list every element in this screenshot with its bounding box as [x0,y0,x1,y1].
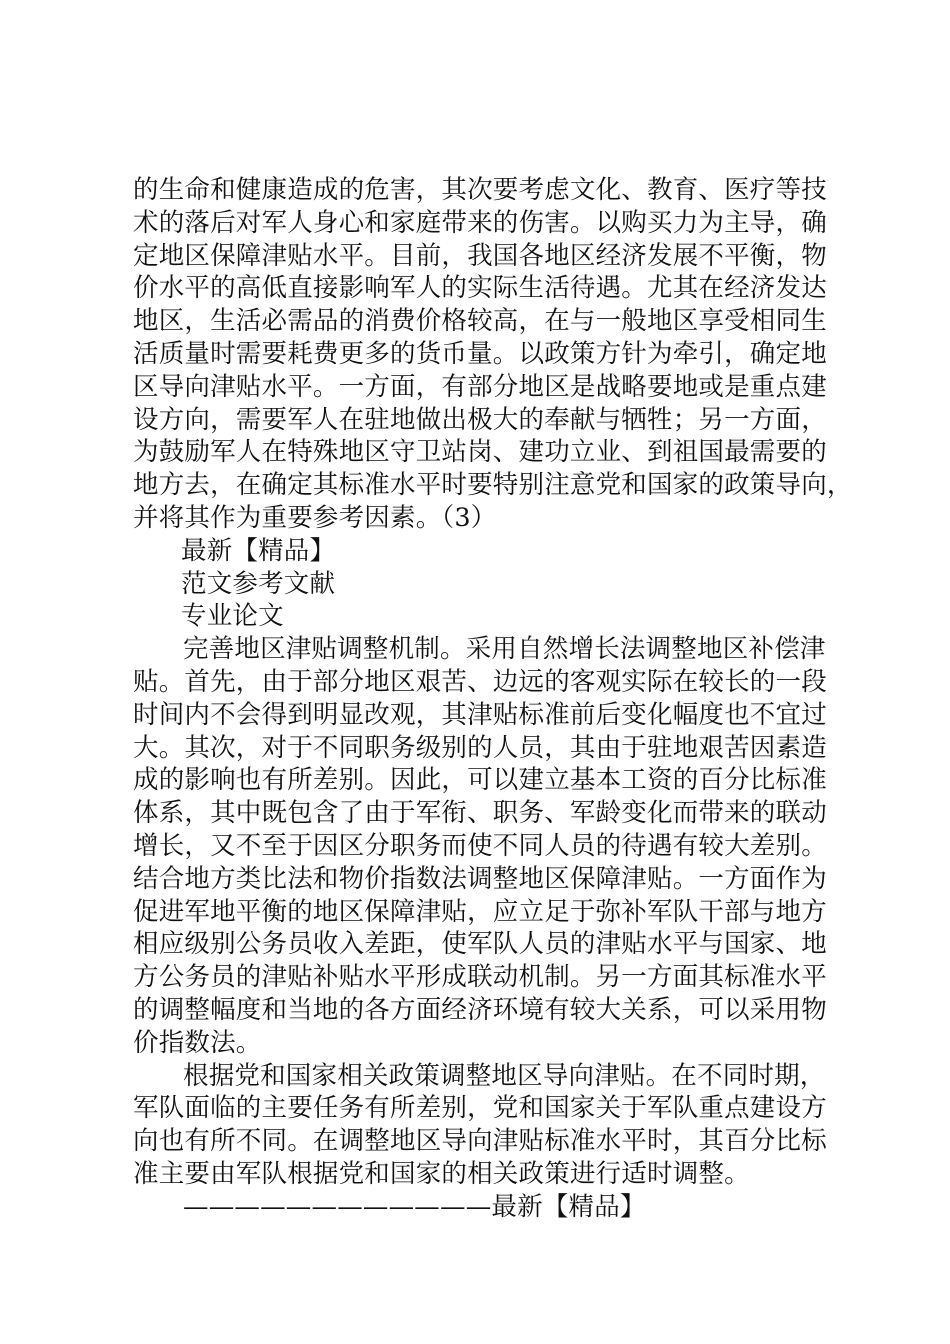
tag-professional-paper: 专业论文 [181,601,284,632]
document-body [133,174,853,1224]
text-line: 术的落后对军人身心和家庭带来的伤害。以购买力为主导，确 [133,207,827,238]
tag-reference-literature: 范文参考文献 [181,568,336,599]
text-line: 相应级别公务员收入差距，使军队人员的津贴水平与国家、地 [133,929,827,960]
text-line: 向也有所不同。在调整地区导向津贴标准水平时，其百分比标 [133,1126,827,1157]
text-line: 的生命和健康造成的危害，其次要考虑文化、教育、医疗等技 [133,175,827,205]
text-line: 地区，生活必需品的消费价格较高，在与一般地区享受相同生 [133,306,827,337]
text-line: 准主要由军队根据党和国家的相关政策进行适时调整。 [133,1158,750,1189]
text-line: 促进军地平衡的地区保障津贴，应立足于弥补军队干部与地方 [133,896,827,927]
text-line: 结合地方类比法和物价指数法调整地区保障津贴。一方面作为 [133,863,827,894]
text-line: 价指数法。 [133,1027,262,1058]
paragraph-allowance-mechanism [133,633,843,1059]
text-line: 活质量时需要耗费更多的货币量。以政策方针为牵引，确定地 [133,338,827,369]
text-line: 贴。首先，由于部分地区艰苦、边远的客观实际在较长的一段 [133,666,827,697]
text-line: 成的影响也有所差别。因此，可以建立基本工资的百分比标准 [133,765,827,796]
tag-latest-boutique: 最新【精品】 [181,535,336,566]
text-line: 设方向，需要军人在驻地做出极大的奉献与牺牲；另一方面， [133,404,827,435]
text-line: 价水平的高低直接影响军人的实际生活待遇。尤其在经济发达 [133,273,827,304]
text-line: 区导向津贴水平。一方面，有部分地区是战略要地或是重点建 [133,371,827,402]
text-line: 大。其次，对于不同职务级别的人员，其由于驻地艰苦因素造 [133,732,827,763]
text-line: 方公务员的津贴补贴水平形成联动机制。另一方面其标准水平 [133,962,827,993]
text-line: 时间内不会得到明显改观，其津贴标准前后变化幅度也不宜过 [133,699,827,730]
text-line: 根据党和国家相关政策调整地区导向津贴。在不同时期， [183,1060,826,1091]
text-line: 的调整幅度和当地的各方面经济环境有较大关系，可以采用物 [133,994,827,1025]
text-line: 地方去，在确定其标准水平时要特别注意党和国家的政策导向， [133,470,853,501]
text-line: 并将其作为重要参考因素。（3） [133,502,497,533]
text-line: 为鼓励军人在特殊地区守卫站岗、建功立业、到祖国最需要的 [133,437,827,468]
text-line: 体系，其中既包含了由于军衔、职务、军龄变化而带来的联动 [133,798,827,829]
footer-separator-line: ————————————最新【精品】 [183,1191,646,1222]
text-line: 定地区保障津贴水平。目前，我国各地区经济发展不平衡，物 [133,240,827,271]
paragraph-continuation [133,174,853,535]
paragraph-policy-allowance [133,1060,843,1191]
text-line: 完善地区津贴调整机制。采用自然增长法调整地区补偿津 [183,634,826,665]
text-line: 军队面临的主要任务有所差别，党和国家关于军队重点建设方 [133,1093,827,1124]
text-line: 增长，又不至于因区分职务而使不同人员的待遇有较大差别。 [133,830,827,861]
